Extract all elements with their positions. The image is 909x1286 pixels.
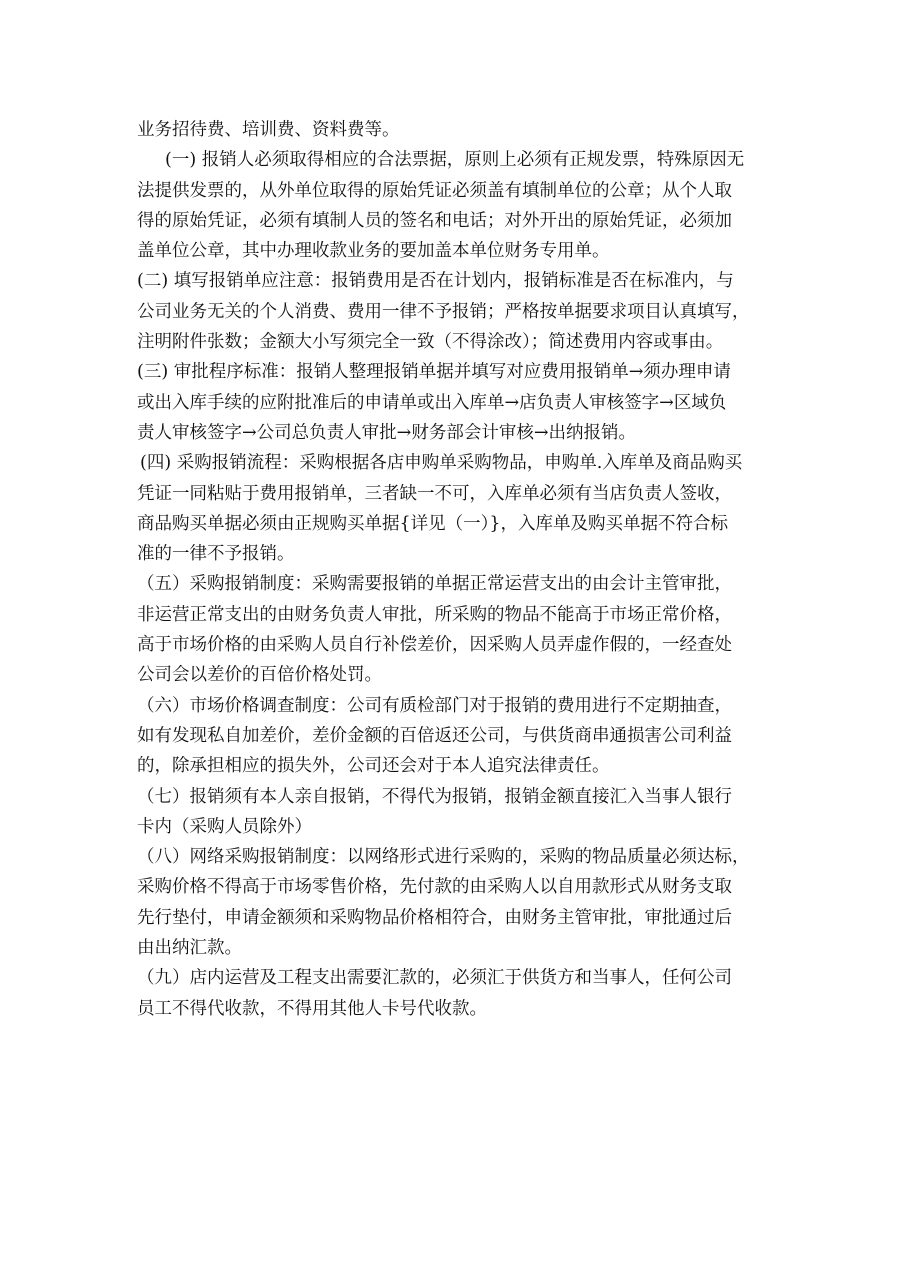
text-line: 法提供发票的，从外单位取得的原始凭证必须盖有填制单位的公章；从个人取 [137, 180, 732, 201]
paragraph-item-2 [137, 266, 797, 357]
text-line: 公司会以差价的百倍价格处罚。 [137, 665, 382, 686]
text-line: （五）采购报销制度：采购需要报销的单据正常运营支出的由会计主管审批， [137, 574, 732, 595]
paragraph-item-9 [137, 963, 797, 1024]
text-line: 员工不得代收款，不得用其他人卡号代收款。 [137, 998, 487, 1019]
text-line: 凭证一同粘贴于费用报销单，三者缺一不可，入库单必须有当店负责人签收， [137, 483, 732, 504]
text-line: 如有发现私自加差价，差价金额的百倍返还公司，与供货商串通损害公司利益 [137, 725, 732, 746]
text-line: 责人审核签字→公司总负责人审批→财务部会计审核→出纳报销。 [137, 422, 636, 443]
text-line: 采购价格不得高于市场零售价格，先付款的由采购人以自用款形式从财务支取 [137, 877, 732, 898]
text-line: （六）市场价格调查制度：公司有质检部门对于报销的费用进行不定期抽查， [137, 695, 732, 716]
text-line: 公司业务无关的个人消费、费用一律不予报销；严格按单据要求项目认真填写， [137, 301, 750, 322]
text-line: 或出入库手续的应附批准后的申请单或出入库单→店负责人审核签字→区域负 [137, 392, 727, 413]
text-line: 商品购买单据必须由正规购买单据{详见（一）}，入库单及购买单据不符合标 [137, 513, 729, 534]
paragraph-item-8 [137, 842, 797, 963]
text-line: 准的一律不予报销。 [137, 544, 295, 565]
text-line: （九）店内运营及工程支出需要汇款的，必须汇于供货方和当事人，任何公司 [137, 968, 732, 989]
document-body [137, 115, 797, 1024]
paragraph-intro [137, 115, 797, 145]
text-line: (二) 填写报销单应注意：报销费用是否在计划内，报销标准是否在标准内，与 [137, 271, 734, 292]
text-line: 的，除承担相应的损失外，公司还会对于本人追究法律责任。 [137, 756, 610, 777]
text-line: 盖单位公章，其中办理收款业务的要加盖本单位财务专用单。 [137, 241, 610, 262]
text-line: （八）网络采购报销制度：以网络形式进行采购的，采购的物品质量必须达标， [137, 847, 750, 868]
paragraph-item-6 [137, 691, 797, 782]
paragraph-item-3 [137, 357, 797, 448]
text-line: 由出纳汇款。 [137, 938, 242, 959]
text-line: (四) 采购报销流程：采购根据各店申购单采购物品，申购单.入库单及商品购买 [140, 453, 743, 474]
paragraph-item-1 [137, 145, 797, 266]
text-line: 先行垫付，申请金额须和采购物品价格相符合，由财务主管审批，审批通过后 [137, 907, 732, 928]
text-line: 注明附件张数；金额大小写须完全一致（不得涂改）；简述费用内容或事由。 [137, 332, 724, 353]
text-line: 业务招待费、培训费、资料费等。 [137, 120, 400, 140]
text-line: (一) 报销人必须取得相应的合法票据，原则上必须有正规发票，特殊原因无 [165, 150, 745, 171]
text-line: (三) 审批程序标准：报销人整理报销单据并填写对应费用报销单→须办理申请 [137, 362, 731, 383]
text-line: 得的原始凭证，必须有填制人员的签名和电话；对外开出的原始凭证，必须加 [137, 210, 732, 231]
text-line: 高于市场价格的由采购人员自行补偿差价，因采购人员弄虚作假的，一经查处 [137, 635, 732, 656]
text-line: 非运营正常支出的由财务负责人审批，所采购的物品不能高于市场正常价格， [137, 604, 732, 625]
text-line: （七）报销须有本人亲自报销，不得代为报销，报销金额直接汇入当事人银行 [137, 786, 732, 807]
paragraph-item-5 [137, 569, 797, 690]
text-line: 卡内（采购人员除外） [137, 816, 312, 837]
paragraph-item-4 [137, 448, 797, 569]
paragraph-item-7 [137, 782, 797, 843]
